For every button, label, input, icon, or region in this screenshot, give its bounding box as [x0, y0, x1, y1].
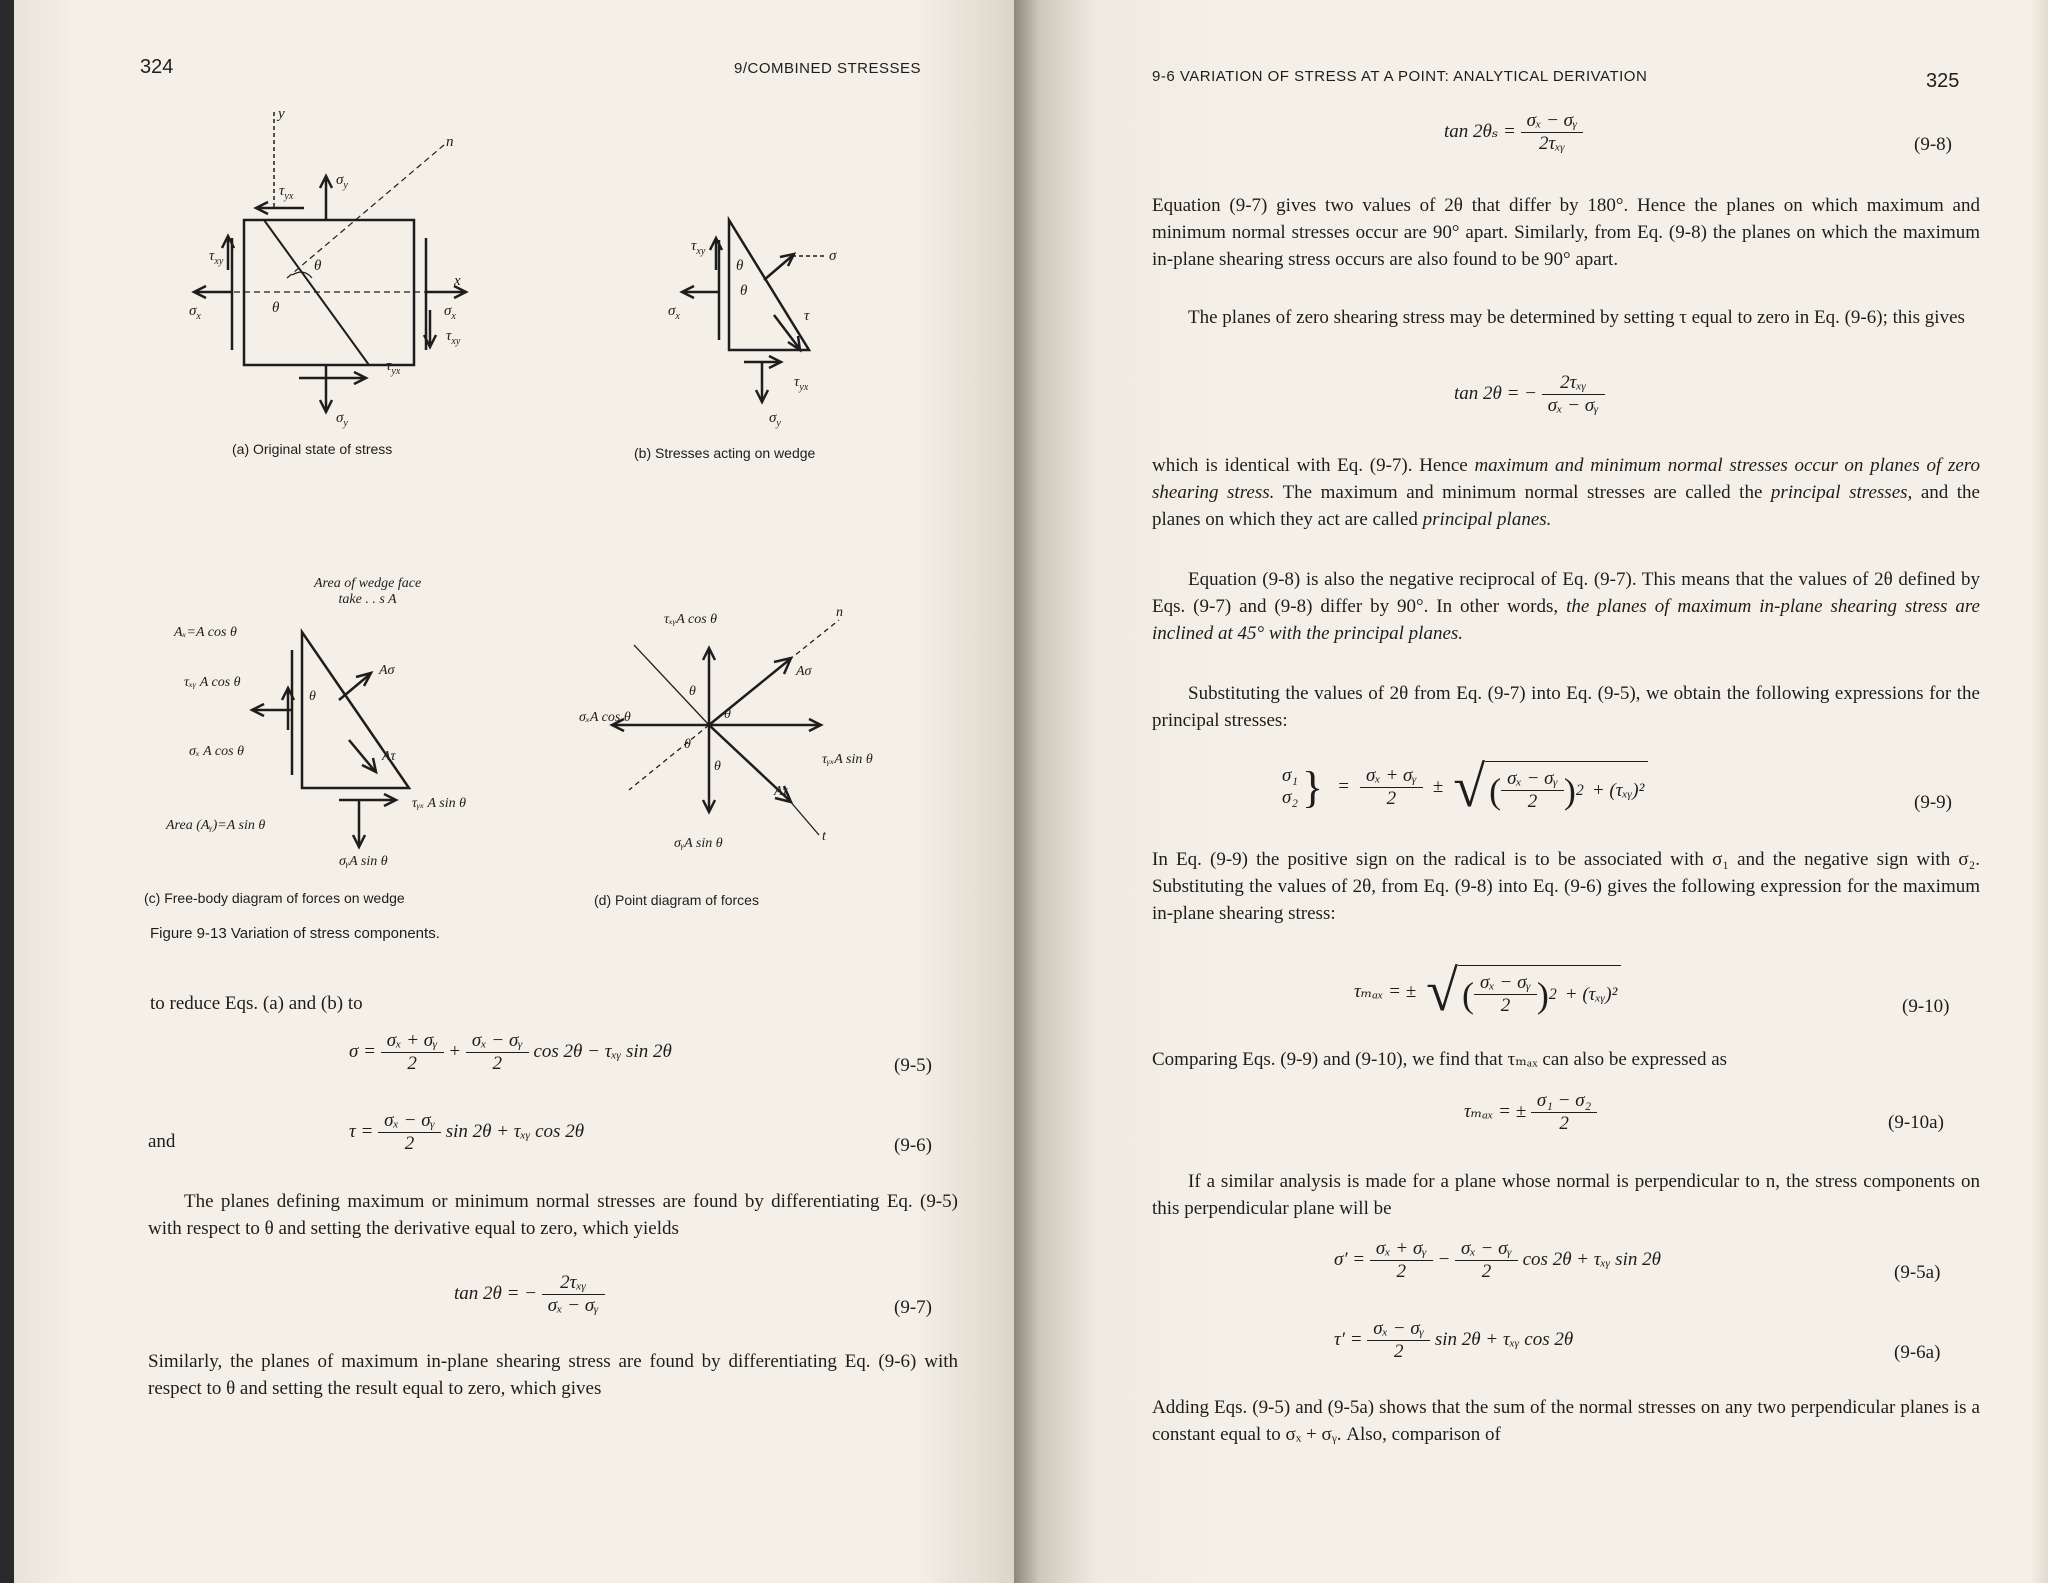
svg-text:x: x [454, 273, 461, 289]
equation-9-10 [1354, 958, 1621, 1023]
eq95-lhs: σ = [349, 1040, 376, 1062]
caption-b: (b) Stresses acting on wedge [634, 445, 816, 461]
equation-9-5a [1334, 1238, 1661, 1283]
svg-text:σx: $\sigma_x$ [189, 303, 201, 322]
label-area-face-1: Area of wedge face [314, 576, 422, 591]
eq98-lhs: tan 2θₛ = [1444, 120, 1516, 142]
eq99-pm: ± [1432, 776, 1444, 797]
eq96-num1: σₓ − σᵧ [378, 1110, 441, 1133]
eq95-den2: 2 [492, 1053, 503, 1074]
svg-text:τyx: $\tau_{yx}$ [794, 374, 809, 393]
eq-label-9-5a: (9-5a) [1894, 1262, 1941, 1283]
text-eq97-gives: Equation (9-7) gives two values of 2θ that differ by 180°. Hence the planes on which maximum and minimum normal stresses occur are 90° apart. Similarly, from Eq. (9-8) the planes on which the maximum in-plane shearing stress occurs are also found to be 90° apart. [1152, 195, 1980, 270]
text-comparing: Comparing Eqs. (9-9) and (9-10), we find that τₘₐₓ can also be expressed as [1152, 1049, 1728, 1070]
eqzero-num: 2τₓᵧ [1542, 372, 1605, 395]
equation-9-9: σ₁ σ₂ } = $\frac{\text{σₓ + σᵧ}}{2}$ ± √ ( $\frac{\text{σₓ − σᵧ}}{2}$ ) 2 + (τₓᵧ)² [1282, 758, 1648, 816]
eq99-rfrac [1501, 768, 1564, 813]
eq97-num: 2τₓᵧ [542, 1272, 605, 1295]
eq-label-9-10a: (9-10a) [1888, 1112, 1944, 1133]
right-page [1014, 0, 2048, 1583]
eq99-frac [1360, 765, 1423, 810]
running-head-right: 9-6 VARIATION OF STRESS AT A POINT: ANALYTICAL DERIVATION [1152, 68, 1648, 85]
eq99-s2: σ₂ [1282, 787, 1298, 808]
eq95a-minus: − [1437, 1248, 1451, 1270]
text-planes-defining: The planes defining maximum or minimum normal stresses are found by differentiating Eq. (9-5) with respect to θ and setting the derivative equal to zero, which yields [148, 1191, 958, 1239]
eq95-plus: + [448, 1040, 462, 1062]
figure-d-point-diagram [574, 600, 894, 860]
eq910a-lhs: τₘₐₓ = ± [1464, 1100, 1527, 1122]
figure-a-original-state [164, 100, 484, 450]
eq95a-den1: 2 [1396, 1261, 1407, 1282]
svg-text:σy: $\sigma_y$ [769, 410, 781, 429]
eq96-frac1 [378, 1110, 441, 1155]
label-c-tyx: τᵧₓ A sin θ [412, 796, 466, 811]
left-page [14, 0, 1014, 1583]
eqzero-lhs: tan 2θ = − [1454, 382, 1538, 404]
eq96a-frac [1367, 1318, 1430, 1363]
svg-text:τ: τ [804, 308, 810, 324]
eq96a-num: σₓ − σᵧ [1367, 1318, 1430, 1341]
eq-label-9-6a: (9-6a) [1894, 1342, 1941, 1363]
p3a: which is identical with Eq. (9-7). Hence [1152, 455, 1475, 476]
text-adding-eqs: Adding Eqs. (9-5) and (9-5a) shows that the sum of the normal stresses on any two perpendicular planes is a constant equal to σₓ + σᵧ. Also, comparison of [1152, 1397, 1980, 1445]
figure-title: Figure 9-13 Variation of stress components. [150, 925, 440, 942]
eq97-den: σₓ − σᵧ [547, 1295, 599, 1316]
eq96-den1: 2 [404, 1133, 415, 1154]
label-c-sx: σₓ A cos θ [189, 744, 244, 759]
text-substituting: Substituting the values of 2θ from Eq. (9-7) into Eq. (9-5), we obtain the following expressions for the principal stresses: [1152, 683, 1980, 731]
equation-9-8 [1444, 110, 1583, 155]
page-number-left: 324 [140, 56, 174, 78]
caption-c: (c) Free-body diagram of forces on wedge [144, 890, 405, 906]
text-reduce-eqs: to reduce Eqs. (a) and (b) to [150, 993, 363, 1014]
eq95a-tail: cos 2θ + τₓᵧ sin 2θ [1522, 1248, 1661, 1270]
equation-9-5 [349, 1030, 672, 1075]
svg-text:σx: $\sigma_x$ [444, 303, 456, 322]
label-c-txy: τₓᵧ A cos θ [184, 675, 241, 690]
svg-text:σy: $\sigma_y$ [336, 410, 348, 429]
equation-zero-shear [1454, 372, 1605, 417]
eq97-frac [542, 1272, 605, 1317]
eq96-tail: sin 2θ + τₓᵧ cos 2θ [445, 1120, 585, 1142]
svg-text:τxy: $\tau_{xy}$ [446, 328, 461, 347]
eq99-den: 2 [1386, 787, 1397, 809]
eq-label-9-9: (9-9) [1914, 792, 1952, 813]
svg-text:θ: θ [740, 283, 748, 299]
svg-text:θ: θ [714, 759, 721, 774]
label-d-at: Aτ [774, 784, 788, 799]
eq99-radicand: ( $\frac{\text{σₓ − σᵧ}}{2}$ ) 2 + (τₓᵧ)² [1485, 761, 1648, 813]
svg-text:θ: θ [689, 684, 696, 699]
p3c: The maximum and minimum normal stresses are called the [1274, 482, 1771, 503]
p3e: and the planes on which they act are called [1152, 482, 1980, 530]
text-identical [1152, 452, 1980, 533]
eqzero-den: σₓ − σᵧ [1547, 395, 1599, 416]
caption-a: (a) Original state of stress [232, 441, 393, 457]
eq95a-num1: σₓ + σᵧ [1370, 1238, 1433, 1261]
svg-text:τyx: $\tau_{yx}$ [279, 183, 294, 202]
eq95-frac1 [381, 1030, 444, 1075]
eq-label-9-5: (9-5) [894, 1055, 932, 1076]
eq910-rfrac [1474, 972, 1537, 1017]
label-area-face-2: take . . s A [338, 592, 397, 607]
label-d-txy: τₓᵧA cos θ [664, 612, 718, 627]
page-number-right: 325 [1926, 70, 1960, 92]
p4a: Equation (9-8) is also the negative reciprocal of Eq. (9-7). This means that the values of 2θ defined by Eqs. (9-7) and (9-8) differ by 90°. In other words, [1152, 569, 1980, 617]
label-d-sy: σᵧA sin θ [674, 836, 723, 851]
eq99-s1: σ₁ [1282, 765, 1298, 786]
eq97-lhs: tan 2θ = − [454, 1282, 538, 1304]
eq95-frac2 [466, 1030, 529, 1075]
text-positive-sign: In Eq. (9-9) the positive sign on the radical is to be associated with σ₁ and the negative sign with σ₂. Substituting the values of 2θ, from Eq. (9-8) into Eq. (9-6) gives the following expression for the maximum in-plane shearing stress: [1152, 849, 1980, 924]
equation-9-10a [1464, 1090, 1597, 1135]
eq910-radicand: ( $\frac{\text{σₓ − σᵧ}}{2}$ ) 2 + (τₓᵧ)² [1458, 965, 1621, 1017]
label-d-t: t [822, 829, 826, 844]
text-similar-analysis: If a similar analysis is made for a plane whose normal is perpendicular to n, the stress components on this perpendicular plane will be [1152, 1171, 1980, 1219]
figure-b-wedge [654, 200, 894, 440]
text-similarly: Similarly, the planes of maximum in-plane shearing stress are found by differentiating Eq. (9-6) with respect to θ and setting the result equal to zero, which gives [148, 1351, 958, 1399]
label-c-ax: Aₓ=A cos θ [174, 625, 237, 640]
eq95a-frac2 [1455, 1238, 1518, 1283]
svg-text:θ: θ [309, 689, 316, 704]
eq98-den: 2τₓᵧ [1538, 133, 1566, 154]
eq95-den1: 2 [407, 1053, 417, 1074]
eq96a-den: 2 [1393, 1341, 1404, 1362]
svg-text:θ: θ [724, 707, 731, 722]
text-and: and [148, 1131, 176, 1152]
p4b: the planes of maximum in-plane shearing stress are inclined at 45° with the principal planes. [1152, 596, 1980, 644]
label-d-n: n [836, 605, 843, 620]
eq-label-9-7: (9-7) [894, 1297, 932, 1318]
eq910-radical: √ [1426, 958, 1459, 1023]
svg-text:θ: θ [314, 258, 322, 274]
equation-9-6 [349, 1110, 584, 1155]
eq910-lhs: τₘₐₓ = ± [1354, 980, 1417, 1002]
eq99-radical: √ [1453, 754, 1486, 819]
label-d-sx: σₓA cos θ [579, 710, 631, 725]
eq99-num: σₓ + σᵧ [1360, 765, 1423, 788]
eq96a-tail: sin 2θ + τₓᵧ cos 2θ [1434, 1328, 1574, 1350]
label-c-sy: σᵧA sin θ [339, 854, 388, 869]
label-c-ao: Aσ [379, 663, 395, 678]
equation-9-7 [454, 1272, 605, 1317]
eq95a-num2: σₓ − σᵧ [1455, 1238, 1518, 1261]
running-head-left: 9/COMBINED STRESSES [734, 60, 922, 77]
label-d-tyx: τᵧₓA sin θ [822, 752, 873, 767]
eq910a-num: σ₁ − σ₂ [1531, 1090, 1597, 1113]
eq-label-9-10: (9-10) [1902, 996, 1950, 1017]
label-d-ao: Aσ [796, 664, 812, 679]
eq95-tail: cos 2θ − τₓᵧ sin 2θ [533, 1040, 672, 1062]
eq99-rnum: σₓ − σᵧ [1501, 768, 1564, 791]
eq99-brace: } [1301, 762, 1324, 812]
eq910a-den: 2 [1559, 1113, 1569, 1134]
eq95a-frac1 [1370, 1238, 1433, 1283]
text-negative-reciprocal [1152, 566, 1980, 647]
svg-text:n: n [446, 134, 454, 150]
caption-d: (d) Point diagram of forces [594, 892, 759, 908]
eq96-lhs: τ = [349, 1120, 374, 1142]
p3b: maximum and minimum normal stresses occur on planes of zero shearing stress. [1152, 455, 1980, 503]
svg-text:σy: $\sigma_y$ [336, 172, 348, 191]
eq98-num: σₓ − σᵧ [1521, 110, 1584, 133]
svg-text:τxy: $\tau_{xy}$ [691, 238, 706, 257]
eq910-rnum: σₓ − σᵧ [1474, 972, 1537, 995]
p3f: principal planes. [1422, 509, 1552, 530]
equation-9-6a [1334, 1318, 1573, 1363]
svg-text:τxy: $\tau_{xy}$ [209, 248, 224, 267]
eq-label-9-6: (9-6) [894, 1135, 932, 1156]
eq96a-lhs: τ′ = [1334, 1328, 1363, 1350]
svg-text:θ: θ [736, 258, 744, 274]
eq95a-lhs: σ′ = [1334, 1248, 1366, 1270]
eq910a-frac [1531, 1090, 1597, 1135]
label-area-face [314, 576, 421, 608]
eq99-sigmas [1282, 765, 1298, 809]
eq95-num2: σₓ − σᵧ [466, 1030, 529, 1053]
eq98-frac [1521, 110, 1584, 155]
p3d: principal stresses, [1770, 482, 1913, 503]
svg-text:y: y [278, 106, 285, 122]
svg-text:θ: θ [684, 737, 691, 752]
eq-label-9-8: (9-8) [1914, 134, 1952, 155]
svg-text:σx: $\sigma_x$ [668, 303, 680, 322]
label-c-at: Aτ [382, 749, 396, 764]
eqzero-frac [1542, 372, 1605, 417]
eq910-rden: 2 [1500, 995, 1511, 1016]
eq99-tail: + (τₓᵧ)² [1591, 779, 1645, 801]
svg-text:τyx: $\tau_{yx}$ [386, 358, 401, 377]
svg-text:σ: σ [829, 248, 837, 264]
svg-text:θ: θ [272, 300, 280, 316]
eq99-rden: 2 [1527, 791, 1538, 812]
eq95a-den2: 2 [1481, 1261, 1492, 1282]
eq910-tail: + (τₓᵧ)² [1564, 983, 1618, 1005]
label-c-area-y: Area (Aᵧ)=A sin θ [166, 818, 266, 833]
text-zero-shear: The planes of zero shearing stress may be determined by setting τ equal to zero in Eq. (9-6); this gives [1188, 307, 1965, 328]
eq95-num1: σₓ + σᵧ [381, 1030, 444, 1053]
